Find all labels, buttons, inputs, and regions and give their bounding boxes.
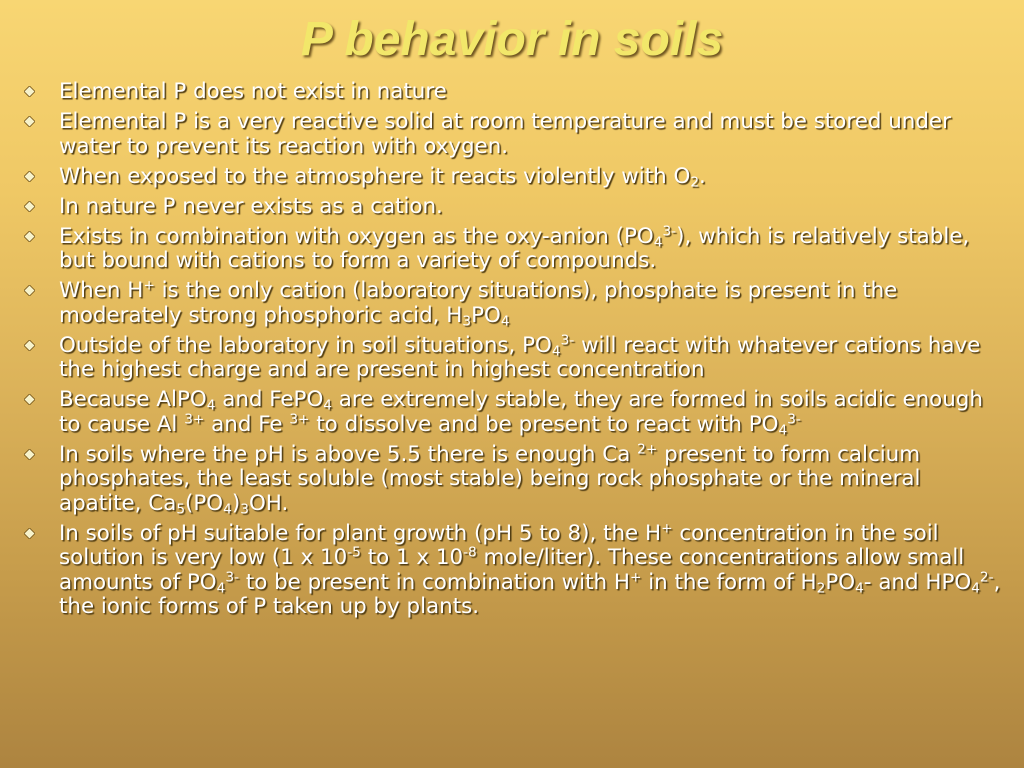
diamond-bullet-icon: [24, 116, 35, 127]
bullet-text: Because AlPO: [59, 387, 207, 412]
superscript: 3-: [662, 222, 677, 239]
superscript: +: [661, 519, 673, 536]
bullet-text: , the ionic forms of P taken up by plants.: [59, 569, 1001, 619]
bullet-item: [24, 519, 1009, 620]
superscript: 3-: [787, 410, 801, 427]
subscript: 4: [323, 397, 332, 414]
bullet-text: When exposed to the atmosphere it reacts violently with O: [59, 163, 691, 189]
bullet-text: .: [699, 163, 706, 189]
bullet-item: [24, 388, 1009, 437]
bullet-item: [24, 110, 1009, 159]
bullet-item: [24, 195, 1009, 220]
bullet-text: to 1 x 10: [360, 545, 464, 570]
superscript: +: [143, 277, 155, 294]
diamond-bullet-icon: [24, 285, 35, 296]
subscript: 3: [240, 500, 249, 517]
superscript: 3-: [560, 331, 575, 348]
superscript: 2-: [979, 568, 994, 585]
bullet-item: [24, 80, 1009, 105]
diamond-bullet-icon: [24, 394, 35, 405]
bullet-item: [24, 165, 1009, 190]
bullet-text: PO: [825, 569, 856, 595]
subscript: 4: [500, 312, 510, 329]
subscript: 4: [216, 579, 226, 596]
bullet-item: [24, 222, 1009, 274]
superscript: 3-: [225, 568, 240, 585]
bullet-text: are extremely stable, they are formed in soils acidic enough to cause Al: [59, 387, 983, 437]
diamond-bullet-icon: [24, 201, 35, 212]
bullet-text: and FePO: [215, 387, 324, 412]
diamond-bullet-icon: [24, 340, 35, 351]
bullet-text: Outside of the laboratory in soil situations, PO: [59, 332, 552, 358]
bullet-item: [24, 331, 1009, 383]
bullet-text: OH.: [248, 490, 289, 516]
bullet-text: ): [231, 490, 241, 516]
subscript: 2: [690, 173, 700, 190]
bullet-text: to dissolve and be present to react with PO: [309, 411, 779, 437]
superscript: 2+: [637, 440, 658, 457]
bullet-text: When H: [59, 278, 144, 303]
bullet-text: and Fe: [204, 411, 290, 437]
subscript: 4: [551, 342, 561, 359]
subscript: 4: [206, 397, 216, 414]
bullet-text: mole/liter). These concentrations allow small amounts of PO: [59, 545, 965, 595]
bullet-item: [24, 440, 1009, 517]
superscript: -5: [347, 544, 361, 561]
subscript: 4: [971, 579, 980, 596]
bullet-text: is the only cation (laboratory situations), phosphate is present in the moderately strong phosphoric acid, H: [59, 278, 898, 328]
bullet-text: to be present in combination with H: [239, 569, 630, 595]
bullet-text: - and HPO: [863, 569, 972, 595]
bullet-text: present to form calcium phosphates, the least soluble (most stable) being rock phosphate or the mineral apatite, Ca: [59, 441, 921, 516]
diamond-bullet-icon: [24, 231, 35, 242]
bullet-item: [24, 279, 1009, 328]
bullet-text: Elemental P is a very reactive solid at room temperature and must be stored under water to prevent its reaction with oxygen.: [59, 109, 951, 159]
bullet-text: In soils of pH suitable for plant growth (pH 5 to 8), the H: [59, 520, 662, 546]
diamond-bullet-icon: [24, 86, 35, 97]
superscript: 3+: [289, 410, 310, 427]
subscript: 5: [176, 500, 186, 517]
bullet-text: Exists in combination with oxygen as the oxy-anion (PO: [59, 223, 654, 249]
diamond-bullet-icon: [24, 449, 35, 460]
bullet-list: [24, 80, 1009, 625]
subscript: 4: [855, 579, 864, 596]
bullet-text: in the form of H: [641, 569, 817, 595]
superscript: -8: [463, 544, 477, 561]
superscript: +: [629, 568, 642, 585]
superscript: 3+: [184, 410, 205, 427]
bullet-text: will react with whatever cations have the highest charge and are present in highest concentration: [59, 332, 981, 382]
bullet-text: PO: [471, 302, 501, 328]
subscript: 4: [223, 500, 232, 517]
subscript: 4: [778, 421, 788, 438]
bullet-text: In nature P never exists as a cation.: [59, 193, 443, 219]
bullet-text: ), which is relatively stable, but bound with cations to form a variety of compounds.: [59, 223, 970, 273]
bullet-text: (PO: [185, 490, 224, 516]
bullet-text: Elemental P does not exist in nature: [59, 79, 447, 104]
subscript: 4: [653, 233, 663, 250]
diamond-bullet-icon: [24, 171, 35, 182]
subscript: 3: [462, 312, 472, 329]
bullet-text: concentration in the soil solution is very low (1 x 10: [59, 520, 939, 570]
diamond-bullet-icon: [24, 528, 35, 539]
subscript: 2: [816, 579, 826, 596]
slide-title: P behavior in soils: [300, 13, 724, 66]
bullet-text: In soils where the pH is above 5.5 there is enough Ca: [59, 441, 638, 467]
